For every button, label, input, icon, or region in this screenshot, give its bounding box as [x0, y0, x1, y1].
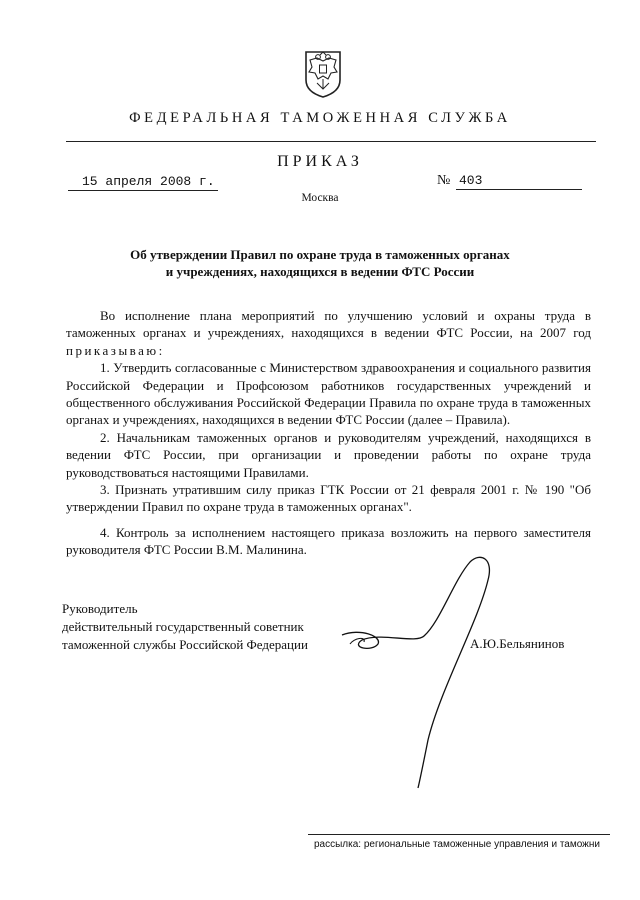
- intro-paragraph: [66, 307, 591, 359]
- order-title: ПРИКАЗ: [277, 153, 363, 170]
- order-number: [437, 173, 583, 190]
- signer-title-3: таможенной службы Российской Федерации: [62, 637, 308, 652]
- signer-title-2: действительный государственный советник: [62, 619, 304, 634]
- signer-title-1: Руководитель: [62, 601, 138, 616]
- order-body: [66, 307, 591, 559]
- number-sign: №: [437, 173, 451, 188]
- signer-name: А.Ю.Бельянинов: [470, 636, 565, 651]
- coat-of-arms-emblem: [303, 50, 343, 98]
- footer-divider: [308, 834, 610, 835]
- subject-line-2: и учреждениях, находящихся в ведении ФТС России: [165, 264, 475, 279]
- city: Москва: [301, 192, 339, 204]
- signer-block: [62, 600, 362, 654]
- agency-name: ФЕДЕРАЛЬНАЯ ТАМОЖЕННАЯ СЛУЖБА: [129, 110, 511, 126]
- subject-line-1: Об утверждении Правил по охране труда в таможенных органах: [130, 247, 510, 262]
- handwritten-signature: [320, 540, 520, 790]
- item-2: 2. Начальникам таможенных органов и руководителям учреждений, находящихся в ведении ФТС России, при организации и проведении работы по охране труда руководствоваться настоящими Правилами.: [66, 429, 591, 480]
- item-1: 1. Утвердить согласованные с Министерством здравоохранения и социального развития Российской Федерации и Профсоюзом работников государственных учреждений и общественного обслуживания Российской Федерации Правила по охране труда в таможенных органах и учреждениях, находящихся в ведении ФТС России (далее – Правила).: [66, 360, 591, 428]
- header-divider: [66, 141, 596, 142]
- order-date: 15 апреля 2008 г.: [68, 174, 218, 191]
- intro-text: Во исполнение плана мероприятий по улучшению условий и охраны труда в таможенных органах и учреждениях, находящихся в ведении ФТС России, на 2007 год: [66, 308, 591, 341]
- order-subject: [90, 246, 550, 280]
- distribution-note: рассылка: региональные таможенные управления и таможни: [314, 839, 600, 850]
- item-4: 4. Контроль за исполнением настоящего приказа возложить на первого заместителя руководителя ФТС России В.М. Малинина.: [66, 524, 591, 558]
- intro-verb: приказываю:: [66, 342, 165, 358]
- item-3: 3. Признать утратившим силу приказ ГТК России от 21 февраля 2001 г. № 190 "Об утверждении Правил по охране труда в таможенных органах".: [66, 482, 591, 515]
- number-value: 403: [456, 173, 582, 190]
